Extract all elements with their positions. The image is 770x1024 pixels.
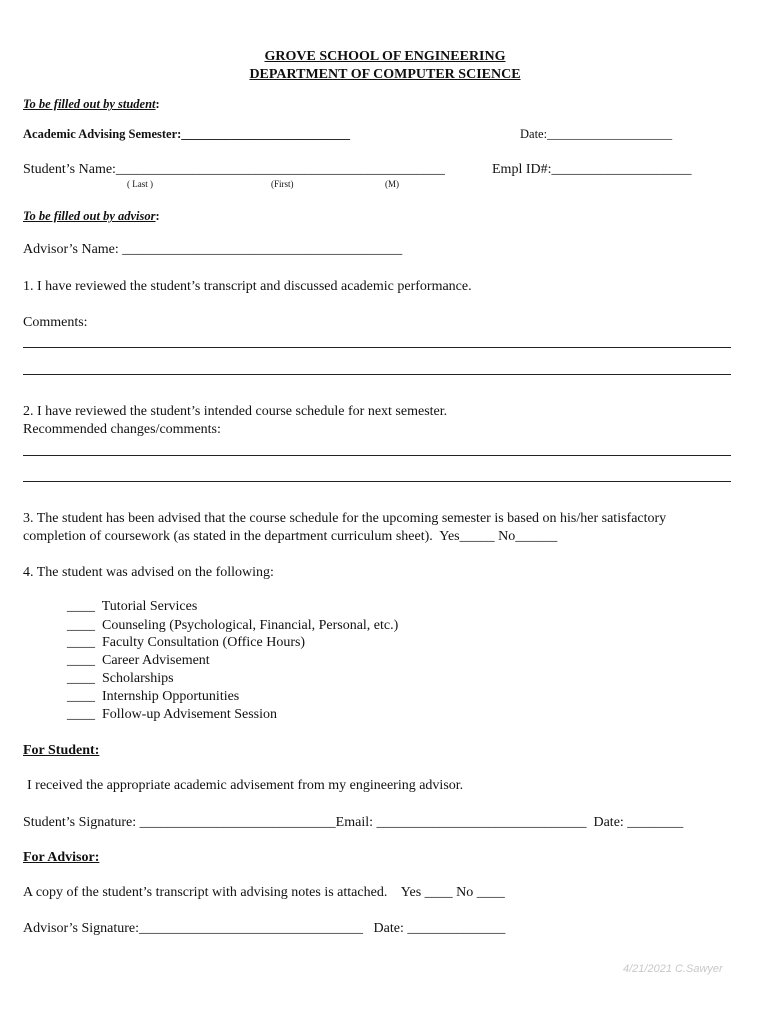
- checklist-item-follow-up[interactable]: ____ Follow-up Advisement Session: [67, 707, 278, 722]
- item-3-line-1: 3. The student has been advised that the course schedule for the upcoming semester is based on his/her satisfactory: [23, 511, 667, 526]
- advisor-heading-text: To be filled out by advisor: [23, 209, 156, 223]
- checklist-item-scholarships[interactable]: ____ Scholarships: [67, 671, 174, 686]
- item-2-line-1: 2. I have reviewed the student’s intended course schedule for next semester.: [23, 404, 448, 419]
- for-advisor-heading: For Advisor:: [23, 850, 100, 865]
- checklist-item-internship[interactable]: ____ Internship Opportunities: [67, 689, 240, 704]
- comments-label: Comments:: [23, 315, 88, 330]
- footer-stamp: 4/21/2021 C.Sawyer: [623, 963, 723, 975]
- student-heading-colon: :: [155, 97, 160, 111]
- checklist-item-counseling[interactable]: ____ Counseling (Psychological, Financial, Personal, etc.): [67, 618, 399, 633]
- item-2-line-2: Recommended changes/comments:: [23, 422, 221, 437]
- advisor-name-field[interactable]: Advisor’s Name: ________________________________________: [23, 242, 403, 257]
- comments-line-1[interactable]: [23, 347, 731, 348]
- advisor-heading-colon: :: [155, 209, 160, 223]
- transcript-attached-line[interactable]: A copy of the student’s transcript with advising notes is attached. Yes ____ No ____: [23, 885, 505, 900]
- name-part-last: ( Last ): [127, 179, 153, 189]
- item-3-line-2[interactable]: completion of coursework (as stated in the department curriculum sheet). Yes_____ No______: [23, 529, 558, 544]
- advisor-section-heading: [23, 210, 160, 223]
- department-title: DEPARTMENT OF COMPUTER SCIENCE: [249, 67, 521, 82]
- checklist-item-tutorial[interactable]: ____ Tutorial Services: [67, 599, 198, 614]
- for-student-heading: For Student:: [23, 743, 100, 758]
- comments-line-2[interactable]: [23, 374, 731, 375]
- recommendations-line-1[interactable]: [23, 455, 731, 456]
- date-field[interactable]: Date:____________________: [520, 127, 673, 141]
- item-1: 1. I have reviewed the student’s transcript and discussed academic performance.: [23, 279, 472, 294]
- empl-id-field[interactable]: Empl ID#:____________________: [492, 162, 692, 177]
- name-part-first: (First): [271, 179, 294, 189]
- student-name-field[interactable]: Student’s Name:_______________________________________________: [23, 162, 445, 177]
- student-signature-line[interactable]: Student’s Signature: ____________________________Email: ______________________________ Date: ________: [23, 815, 684, 830]
- name-part-middle: (M): [385, 179, 399, 189]
- checklist-item-faculty-consultation[interactable]: ____ Faculty Consultation (Office Hours): [67, 635, 306, 650]
- recommendations-line-2[interactable]: [23, 481, 731, 482]
- advisor-signature-line[interactable]: Advisor’s Signature:________________________________ Date: ______________: [23, 921, 506, 936]
- student-section-heading: [23, 98, 160, 111]
- student-heading-text: To be filled out by student: [23, 97, 156, 111]
- item-4: 4. The student was advised on the following:: [23, 565, 274, 580]
- semester-field[interactable]: Academic Advising Semester:___________________________: [23, 127, 351, 141]
- school-title: GROVE SCHOOL OF ENGINEERING: [264, 49, 506, 64]
- student-statement: I received the appropriate academic advisement from my engineering advisor.: [27, 778, 464, 793]
- checklist-item-career[interactable]: ____ Career Advisement: [67, 653, 210, 668]
